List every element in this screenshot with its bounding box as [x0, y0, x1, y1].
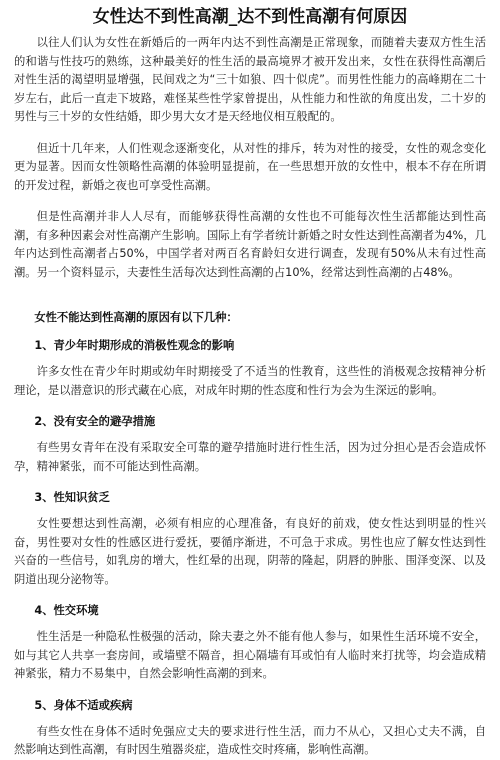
- reason-title-1: 1、青少年时期形成的消极性观念的影响: [34, 339, 235, 352]
- reason-title-3: 3、性知识贫乏: [34, 491, 110, 504]
- reason-body-1: 许多女性在青少年时期或幼年时期接受了不适当的性教育，这些性的消极观念按精神分析理论，是以潜意识的形式藏在心底，对成年时期的性态度和性行为会为生深远的影响。: [14, 365, 486, 397]
- reason-title-5: 5、身体不适或疾病: [34, 698, 133, 712]
- intro-paragraph-1: 以往人们认为女性在新婚后的一两年内达不到性高潮是正常现象，而随着夫妻双方性生活的和谐与性技巧的熟练，这种最美好的性生活的最高境界才被开发出来，女性在获得性高潮后对性生活的渴望明显增强，民间戏之为“三十如狼、四十似虎”。而男性性能力的高峰期在二十岁左右，此后一直走下坡路，难怪某些性学家曾提出，从性能力和性欲的角度出发，二十岁的男性与三十岁的女性结婚，即少男大女才是天经地仪相互般配的。: [14, 36, 486, 123]
- reason-title-2: 2、没有安全的避孕措施: [34, 415, 156, 428]
- reasons-heading: 女性不能达到性高潮的原因有以下几种：: [34, 311, 238, 324]
- reason-title-4: 4、性交环境: [34, 604, 99, 617]
- reason-body-3: 女性要想达到性高潮，必须有相应的心理准备，有良好的前戏，使女性达到明显的性兴奋，男性要对女性的性感区进行爱抚，要循序渐进，不可急于求成。男性也应了解女性达到性兴奋的一些信号，如乳房的增大，性红晕的出现，阴蒂的隆起，阴唇的肿胀、围泽变深、以及阴道出现分泌物等。: [14, 517, 486, 586]
- reason-body-4: 性生活是一种隐私性极强的活动，除夫妻之外不能有他人参与，如果性生活环境不安全，如与其它人共享一套房间，或墙壁不隔音，担心隔墙有耳或怕有人临时来打扰等，均会造成精神紧张，精力不易集中，自然会影响性高潮的到来。: [14, 630, 486, 680]
- reason-body-2: 有些男女青年在没有采取安全可靠的避孕措施时进行性生活，因为过分担心是否会造成怀孕，精神紧张，而不可能达到性高潮。: [14, 441, 486, 473]
- section-spacer: [14, 295, 486, 309]
- intro-paragraph-3: 但是性高潮并非人人尽有，而能够获得性高潮的女性也不可能每次性生活都能达到性高潮，有多种因素会对性高潮产生影响。国际上有学者统计新婚之时女性达到性高潮者为4%，几年内达到性高潮者占50%，中国学者对两百名育龄妇女进行调查，发现有50%从未有过性高潮。另一个资料显示，夫妻性生活每次达到性高潮的占10%，经常达到性高潮的占48%。: [14, 210, 486, 279]
- intro-paragraph-2: 但近十几年来，人们性观念逐渐变化，从对性的排斥，转为对性的接受，女性的观念变化更为显著。因而女性领略性高潮的体验明显提前，在一些思想开放的女性中，根本不存在所谓的开发过程，新婚之夜也可享受性高潮。: [14, 141, 486, 192]
- article-title: 女性达不到性高潮_达不到性高潮有何原因: [92, 7, 408, 27]
- reason-body-5: 有些女性在身体不适时免强应丈夫的要求进行性生活，而力不从心，又担心丈夫不满，自然影响达到性高潮，有时因生殖器炎症，造成性交时疼痛，影响性高潮。: [14, 724, 486, 756]
